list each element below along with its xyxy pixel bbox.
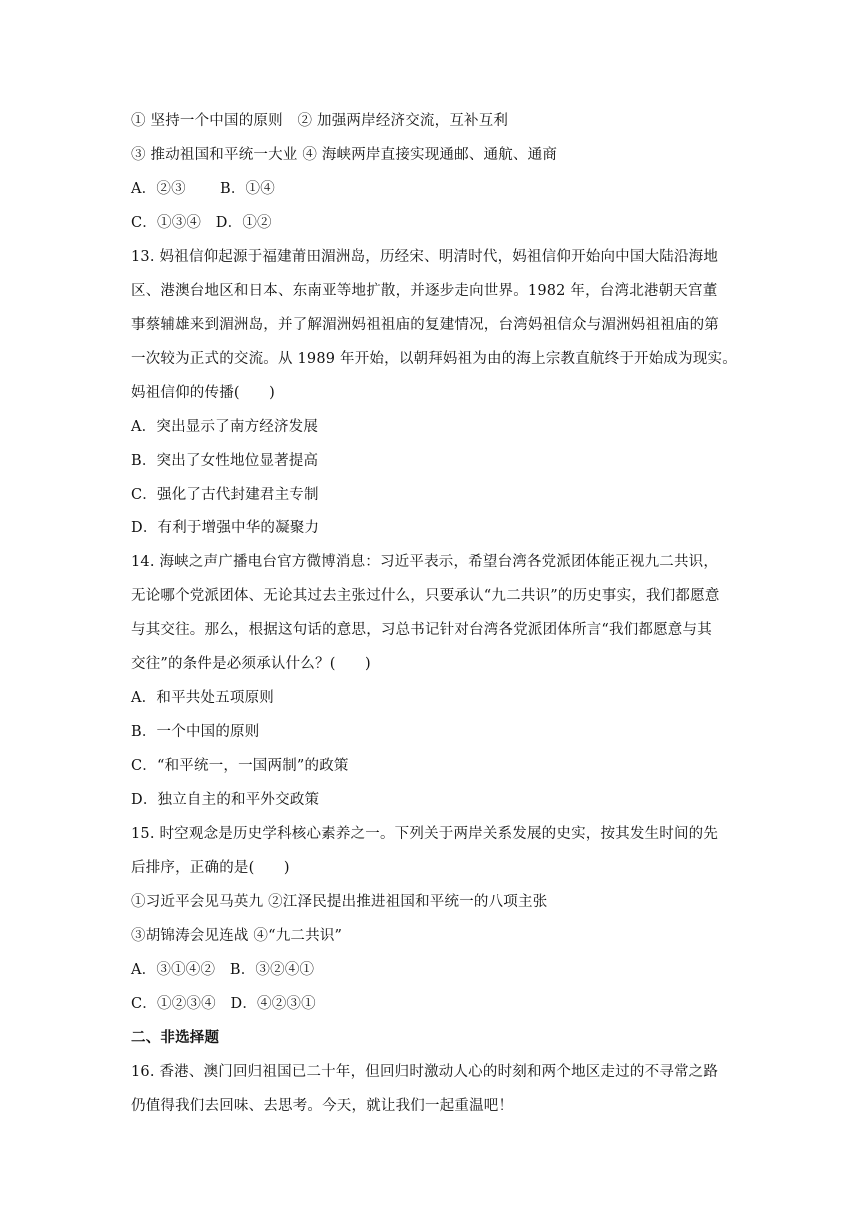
q15-text-1: 15. 时空观念是历史学科核心素养之一。下列关于两岸关系发展的史实，按其发生时间的先: [131, 826, 719, 842]
q15-statements-1: ①习近平会见马英九 ②江泽民提出推进祖国和平统一的八项主张: [131, 894, 548, 910]
q13-text-4: 一次较为正式的交流。从 1989 年开始，以朝拜妈祖为由的海上宗教直航终于开始成为现实。: [131, 351, 737, 367]
q14-option-a: A．和平共处五项原则: [131, 690, 274, 706]
q13-text-1: 13. 妈祖信仰起源于福建莆田湄洲岛，历经宋、明清时代，妈祖信仰开始向中国大陆沿海地: [131, 249, 719, 265]
q15-options-ab: A．③①④② B．③②④①: [131, 962, 315, 978]
q15-statements-2: ③胡锦涛会见连战 ④“九二共识”: [131, 928, 343, 944]
q14-text-4: 交往”的条件是必须承认什么？( ): [131, 656, 371, 672]
q13-stem: 妈祖信仰的传播( ): [131, 385, 276, 401]
q13-option-a: A．突出显示了南方经济发展: [131, 419, 319, 435]
q15-options-cd: C．①②③④ D．④②③①: [131, 996, 316, 1012]
q14-text-3: 与其交往。那么，根据这句话的意思，习总书记针对台湾各党派团体所言“我们都愿意与其: [131, 622, 712, 638]
q14-text-2: 无论哪个党派团体、无论其过去主张过什么，只要承认“九二共识”的历史事实，我们都愿意: [131, 588, 720, 604]
q12-statements-2: ③ 推动祖国和平统一大业 ④ 海峡两岸直接实现通邮、通航、通商: [131, 147, 558, 163]
q16-text-2: 仍值得我们去回味、去思考。今天，就让我们一起重温吧！: [131, 1098, 514, 1114]
q12-statements-1: ① 坚持一个中国的原则 ② 加强两岸经济交流，互补互利: [131, 113, 509, 129]
q13-option-c: C．强化了古代封建君主专制: [131, 487, 319, 503]
section-heading: 二、非选择题: [131, 1029, 220, 1046]
q14-option-d: D．独立自主的和平外交政策: [131, 792, 320, 808]
q13-text-2: 区、港澳台地区和日本、东南亚等地扩散，并逐步走向世界。1982 年，台湾北港朝天宫董: [131, 283, 718, 299]
q12-options-cd: C．①③④ D．①②: [131, 215, 272, 231]
q14-text-1: 14. 海峡之声广播电台官方微博消息：习近平表示，希望台湾各党派团体能正视九二共识，: [131, 554, 719, 570]
q14-option-b: B．一个中国的原则: [131, 724, 260, 740]
q13-option-b: B．突出了女性地位显著提高: [131, 453, 319, 469]
q16-text-1: 16. 香港、澳门回归祖国已二十年，但回归时激动人心的时刻和两个地区走过的不寻常之路: [131, 1064, 719, 1080]
q12-options-ab: A．②③ B．①④: [131, 181, 275, 197]
q13-text-3: 事蔡辅雄来到湄洲岛，并了解湄洲妈祖祖庙的复建情况，台湾妈祖信众与湄洲妈祖祖庙的第: [131, 317, 719, 333]
q13-option-d: D．有利于增强中华的凝聚力: [131, 520, 320, 536]
q14-option-c: C．“和平统一，一国两制”的政策: [131, 758, 349, 774]
q15-text-2: 后排序，正确的是( ): [131, 860, 290, 876]
